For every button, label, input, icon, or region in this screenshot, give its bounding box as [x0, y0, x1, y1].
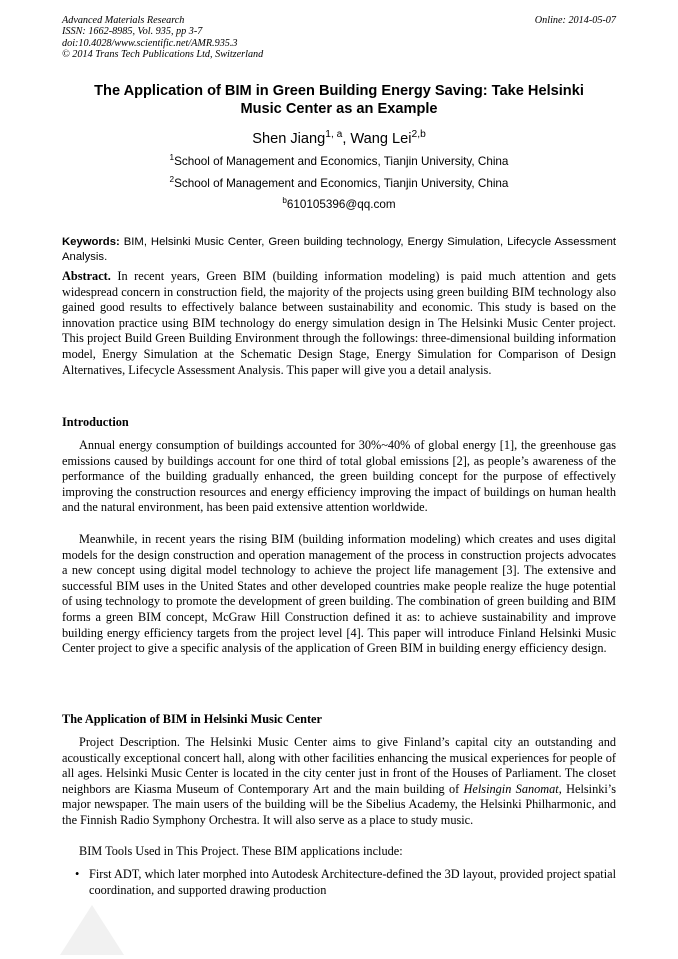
journal-header: [62, 15, 616, 60]
abstract-text: In recent years, Green BIM (building information modeling) is paid much attention and gets widespread concern in construction field, the majority of the projects using green building BIM technology also gained good results to effectively balance between sustainability and economic. This study is based on the innovation practice using BIM technology do energy simulation design in The Helsinki Music Center project. This project Build Green Building Environment through the followings: three-dimensional building information model, Energy Simulation at the Schematic Design Stage, Energy Simulation for Comparison of Design Alternatives, Lifecycle Assessment Analysis. This paper will give you a detail analysis.: [62, 269, 616, 377]
title-line-1: The Application of BIM in Green Building Energy Saving: Take Helsinki: [94, 83, 584, 99]
online-date: Online: 2014-05-07: [534, 15, 616, 26]
affiliation-1-text: School of Management and Economics, Tianjin University, China: [174, 155, 509, 168]
project-description-paragraph: [62, 735, 616, 829]
bim-tools-paragraph: BIM Tools Used in This Project. These BIM applications include:: [79, 844, 403, 858]
affiliation-2-text: School of Management and Economics, Tianjin University, China: [174, 177, 509, 190]
email-text[interactable]: 610105396@qq.com: [286, 198, 396, 211]
project-description-text-a: Project Description. The Helsinki Music Center aims to give Finland’s capital city an outstanding and acoustically exceptional concert hall, along with other facilities enhancing the musical experiences for people of all ages. Helsinki Music Center is located in the city center just in front of the Houses of Parliament. The closet neighbors are Kiasma Museum of Contemporary Art and the main building of: [62, 735, 616, 796]
keywords-text: BIM, Helsinki Music Center, Green building technology, Energy Simulation, Lifecycle Assessment Analysis.: [62, 236, 616, 263]
project-description-text-b: , Helsinki’s major newspaper. The main users of the building will be the Sibelius Academy, the Helsinki Philharmonic, and the Finnish Radio Symphony Orchestra. It will also serve as a place to study music.: [62, 781, 617, 827]
introduction-paragraph-1: Annual energy consumption of buildings accounted for 30%~40% of global energy [1], the greenhouse gas emissions caused by buildings account for one third of total global emissions [2], as people’s awareness of the performance of the building gradually enhanced, the green building concept for the purpose of effectively improving the construction resources and energy efficiency improving the impact of buildings on human health and the natural environment, has been paid extensive attention worldwide.: [62, 438, 616, 515]
author-line: [62, 130, 616, 148]
email-sup: b: [282, 196, 287, 206]
issn-line: ISSN: 1662-8985, Vol. 935, pp 3-7: [62, 26, 203, 38]
abstract-label: Abstract.: [62, 269, 111, 283]
author-email: [62, 198, 616, 212]
keywords-label: Keywords:: [62, 236, 120, 248]
affiliation-2: [62, 177, 616, 191]
author-2: Wang Lei: [350, 131, 412, 147]
author-1: Shen Jiang: [252, 131, 326, 147]
application-heading: The Application of BIM in Helsinki Music Center: [62, 712, 322, 726]
watermark-triangle: [60, 905, 124, 955]
author-separator: ,: [342, 131, 351, 147]
affiliation-1-sup: 1: [169, 153, 175, 163]
author-2-sup: 2,b: [411, 129, 426, 141]
introduction-heading: Introduction: [62, 415, 129, 429]
journal-name: Advanced Materials Research: [62, 15, 185, 26]
affiliation-2-sup: 2: [169, 175, 175, 185]
list-item: [62, 867, 616, 898]
introduction-paragraph-2: Meanwhile, in recent years the rising BIM (building information modeling) which creates and uses digital models for the design construction and operation management of the process in construction projects advocates a new concept using digital model technology to achieve the project life management [3]. The extensive and successful BIM uses in the United States and other developed countries make people realize the huge potential of using technology to promote the development of green building. The combination of green building and BIM forms a green BIM concept, McGraw Hill Construction defined it as: to achieve sustainability and improve building energy efficiency targets from the project level [4]. This paper will introduce Finland Helsinki Music Center project to give a specific analysis of the application of Green BIM in building energy efficiency design.: [62, 532, 616, 656]
newspaper-name: Helsingin Sanomat: [463, 781, 559, 796]
author-1-sup: 1, a: [325, 129, 343, 141]
title-line-2: Music Center as an Example: [240, 101, 438, 117]
paper-title: [62, 82, 616, 118]
bullet-text: First ADT, which later morphed into Autodesk Architecture-defined the 3D layout, provided project spatial coordination, and supported drawing production: [89, 867, 616, 897]
keywords: [62, 235, 616, 264]
abstract: [62, 269, 616, 378]
bullet-dot-icon: •: [75, 867, 80, 881]
copyright-line: © 2014 Trans Tech Publications Ltd, Switzerland: [62, 48, 264, 60]
doi-line: doi:10.4028/www.scientific.net/AMR.935.3: [62, 37, 238, 49]
affiliation-1: [62, 155, 616, 169]
